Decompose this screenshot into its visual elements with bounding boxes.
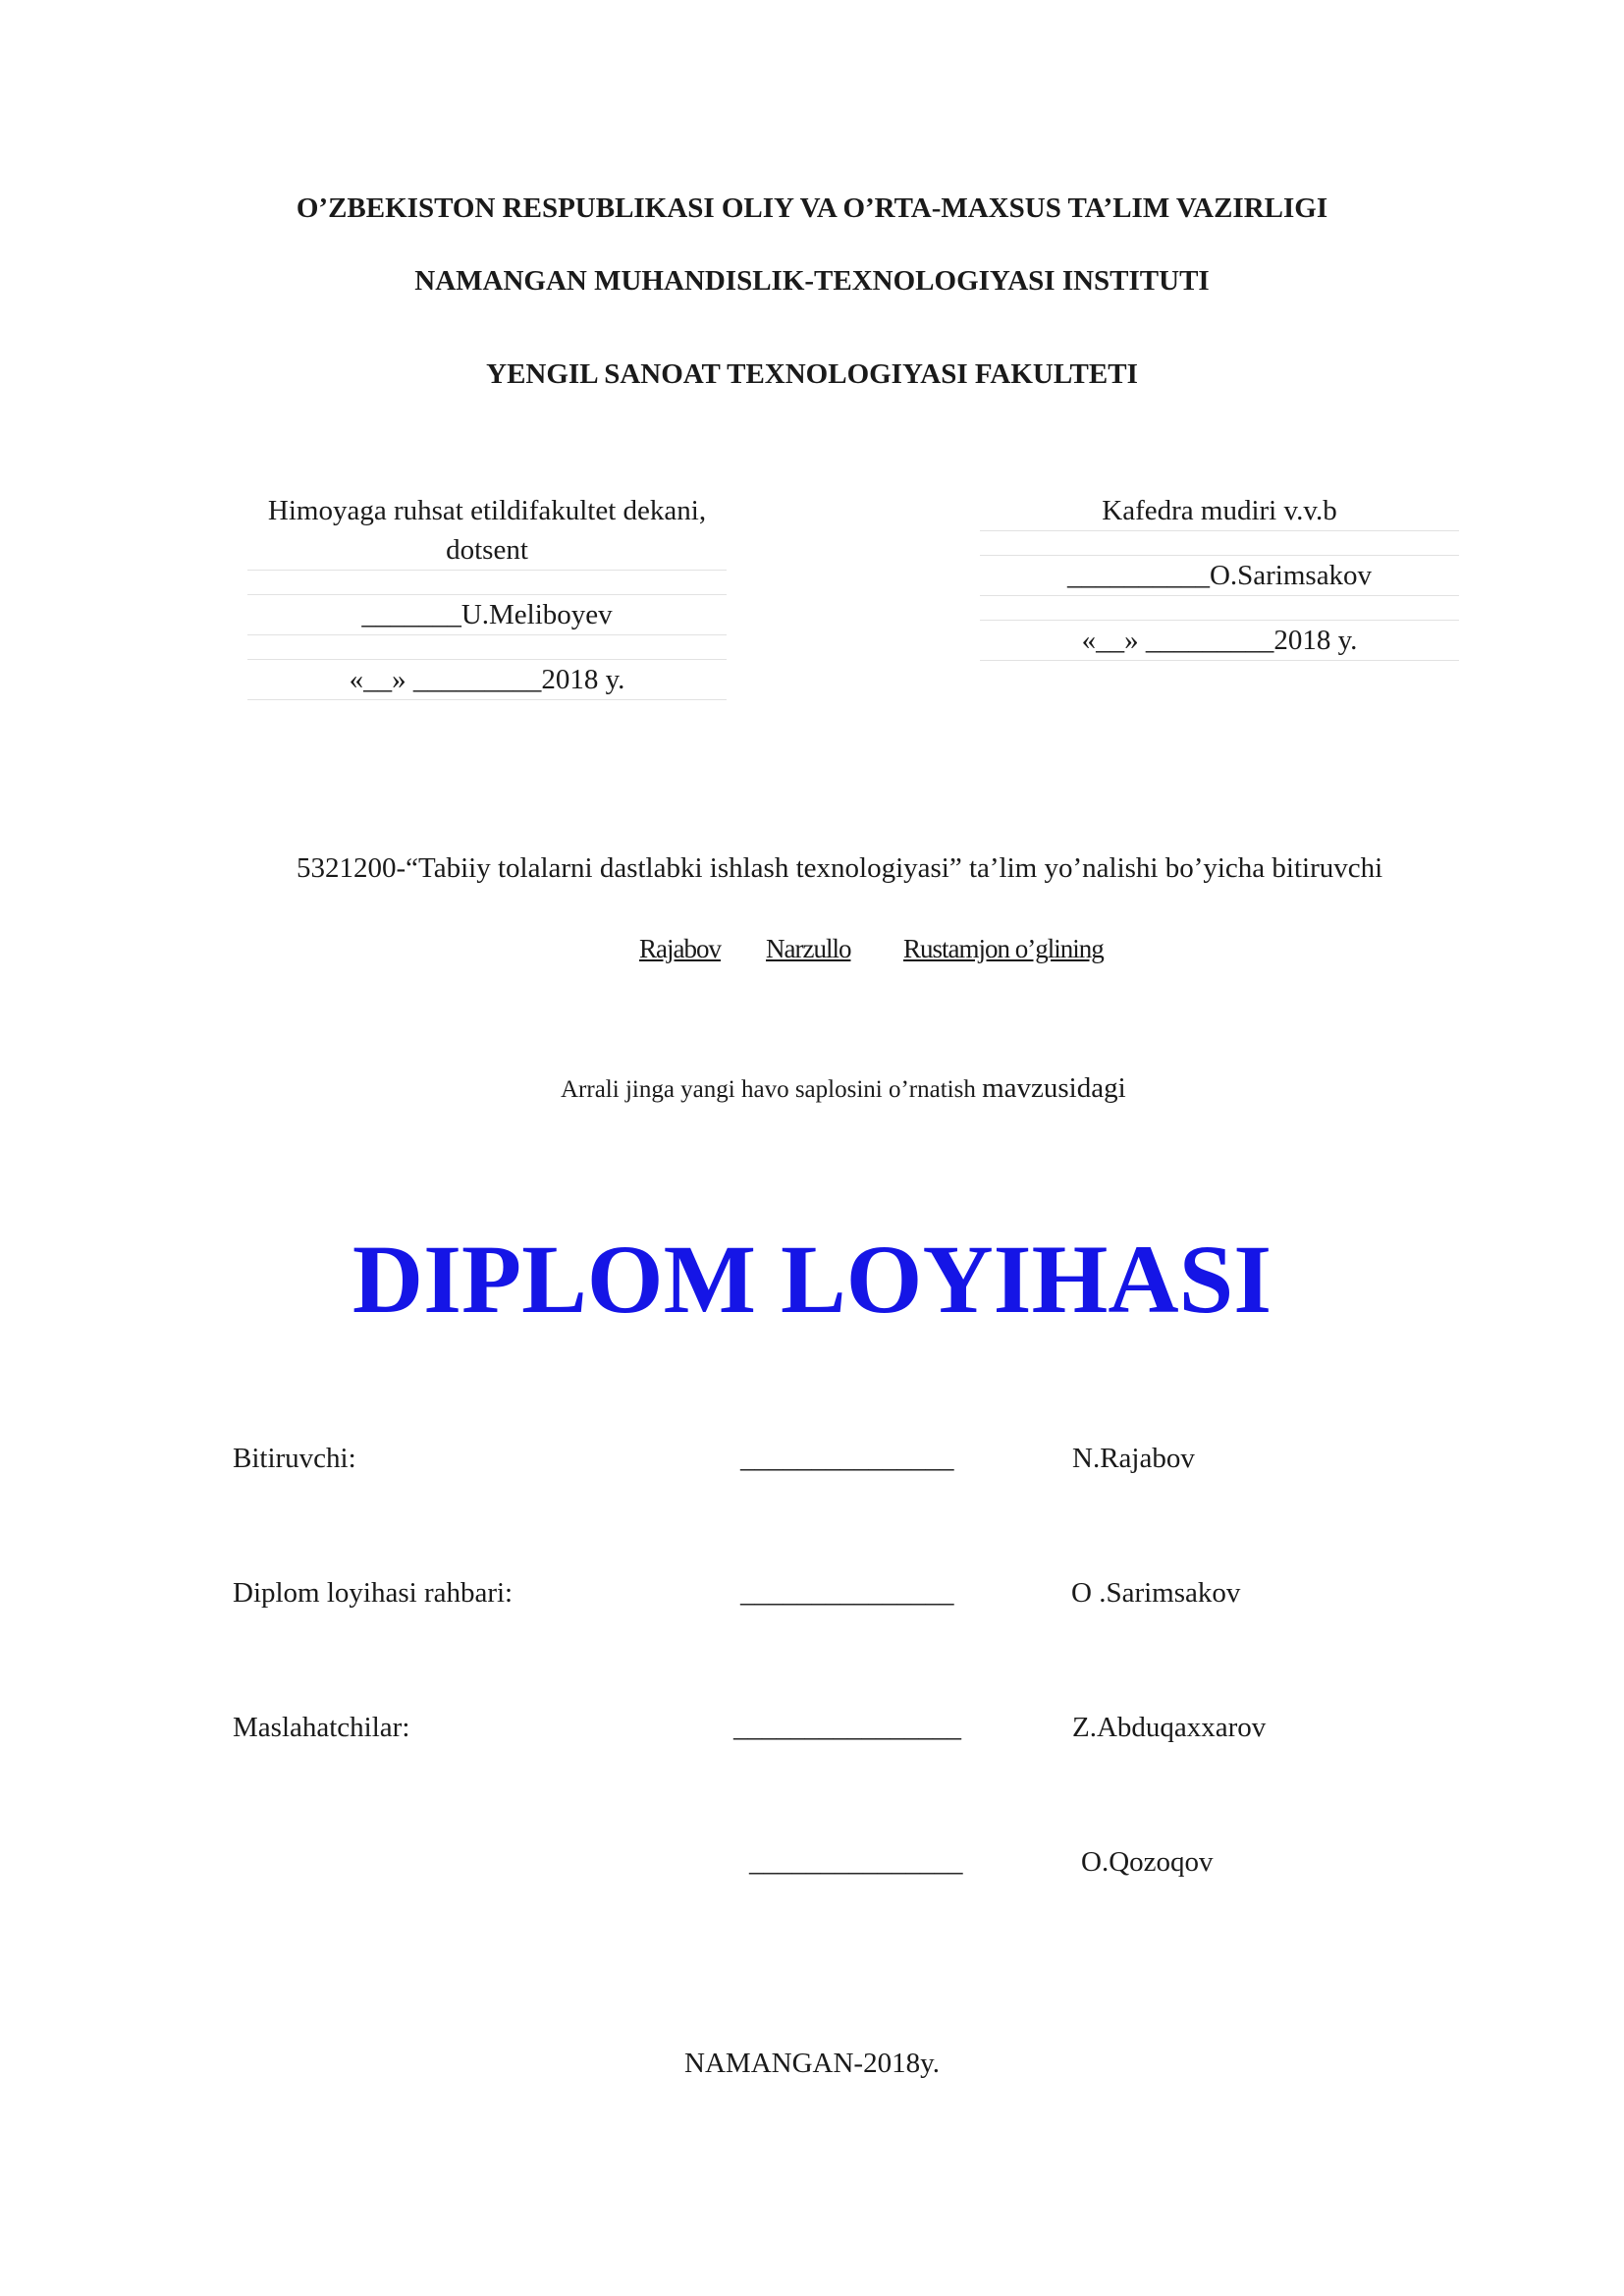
ministry-heading: O’ZBEKISTON RESPUBLIKASI OLIY VA O’RTA-MAXSUS TA’LIM VAZIRLIGI — [296, 192, 1328, 224]
dean-spacer — [247, 571, 727, 595]
thesis-topic — [561, 1072, 1126, 1105]
signature-name: O .Sarimsakov — [1071, 1577, 1241, 1609]
signature-label: Diplom loyihasi rahbari: — [233, 1577, 514, 1609]
signature-line: _______________ — [740, 1577, 954, 1609]
dean-spacer — [247, 635, 727, 660]
signature-name: O.Qozoqov — [1081, 1846, 1214, 1878]
institute-heading: NAMANGAN MUHANDISLIK-TEXNOLOGIYASI INSTITUTI — [414, 265, 1210, 297]
dean-title-line: Himoyaga ruhsat etildifakultet dekani, — [267, 495, 707, 526]
topic-suffix: mavzusidagi — [982, 1072, 1126, 1104]
student-name: Narzullo — [766, 934, 851, 963]
head-title-line: Kafedra mudiri v.v.b — [980, 491, 1459, 531]
document-title: DIPLOM LOYIHASI — [352, 1225, 1272, 1334]
head-spacer — [980, 596, 1459, 621]
student-surname: Rajabov — [639, 934, 721, 963]
dean-rank-line: dotsent — [247, 530, 727, 571]
signature-name: Z.Abduqaxxarov — [1072, 1712, 1267, 1743]
faculty-heading: YENGIL SANOAT TEXNOLOGIYASI FAKULTETI — [486, 358, 1138, 390]
head-date-line: «__» _________2018 y. — [980, 621, 1459, 661]
head-signature-line: __________O.Sarimsakov — [980, 556, 1459, 596]
topic-text: Arrali jinga yangi havo saplosini o’rnatish — [561, 1076, 976, 1103]
signature-line: _______________ — [740, 1443, 954, 1474]
signature-label: Maslahatchilar: — [233, 1712, 410, 1743]
approval-block-dean — [247, 491, 727, 700]
signature-line: _______________ — [749, 1846, 963, 1878]
dean-date-line: «__» _________2018 y. — [247, 660, 727, 700]
place-year-footer: NAMANGAN-2018y. — [684, 2048, 940, 2079]
signature-label: Bitiruvchi: — [233, 1443, 356, 1474]
approval-block-head — [980, 491, 1459, 661]
dean-signature-line: _______U.Meliboyev — [247, 595, 727, 635]
head-spacer — [980, 531, 1459, 556]
signature-line: ________________ — [733, 1712, 961, 1743]
signature-name: N.Rajabov — [1072, 1443, 1195, 1474]
student-patronymic: Rustamjon o’glining — [903, 934, 1104, 963]
specialty-text: 5321200-“Tabiiy tolalarni dastlabki ishlash texnologiyasi” ta’lim yo’nalishi bo’yicha bitiruvchi — [297, 852, 1383, 884]
